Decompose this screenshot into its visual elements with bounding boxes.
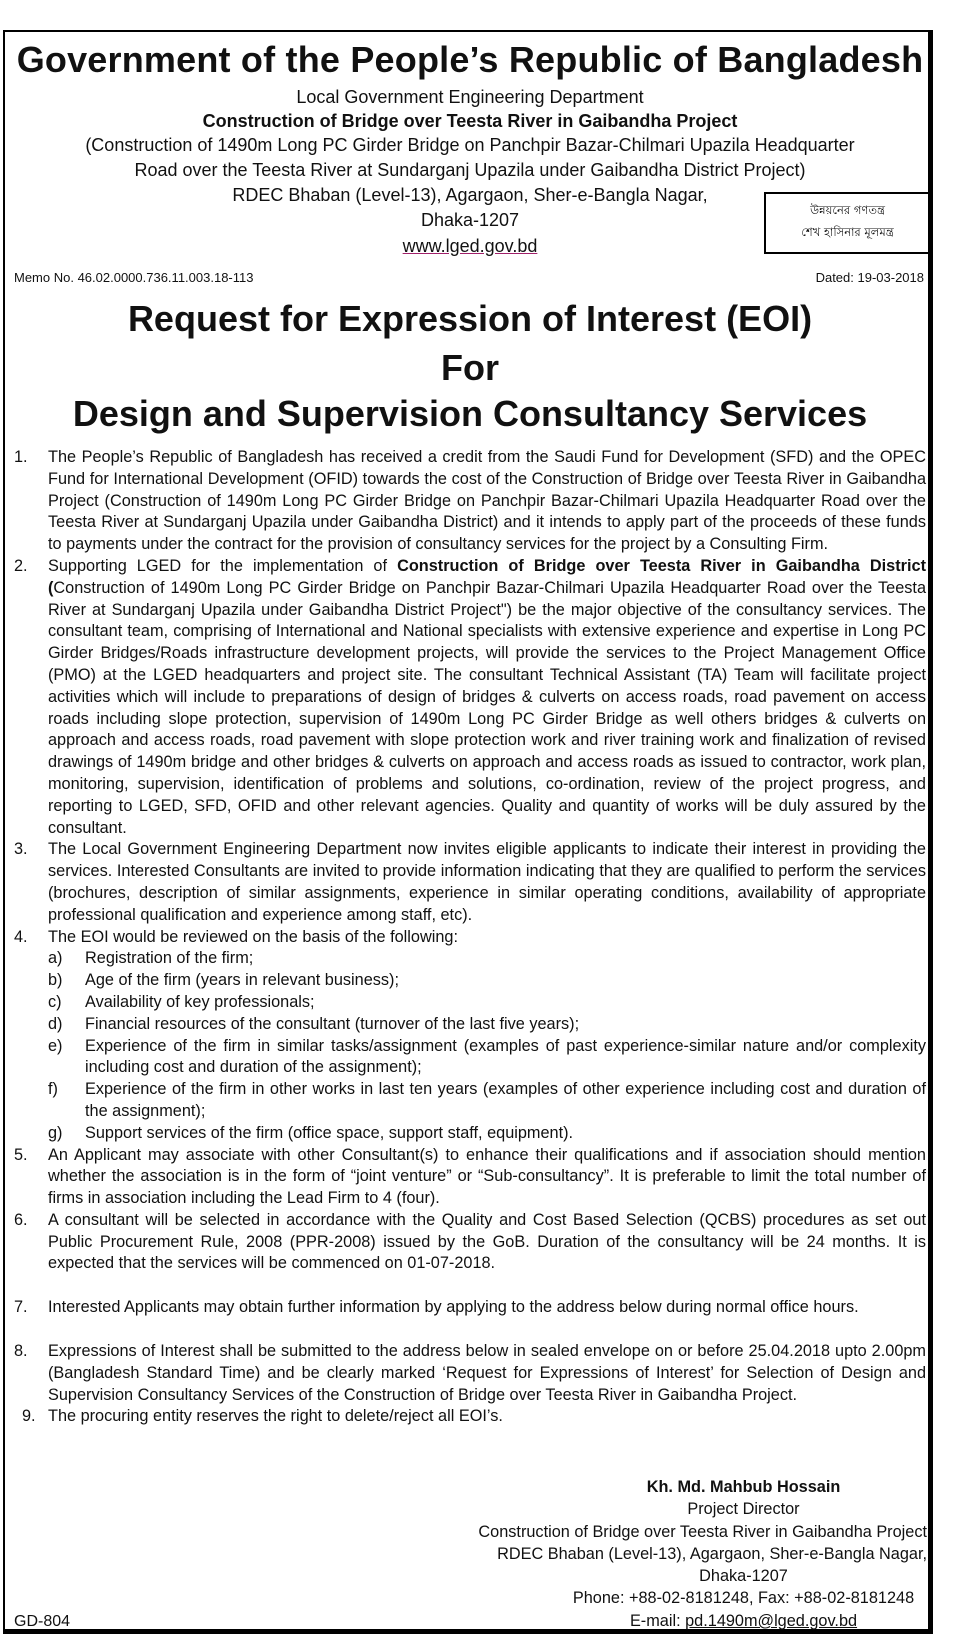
eoi-body xyxy=(14,447,926,1428)
item-text: The EOI would be reviewed on the basis of the following: xyxy=(48,927,458,946)
title-line-1: Request for Expression of Interest (EOI) xyxy=(127,298,813,339)
criteria-letter: e) xyxy=(48,1036,63,1055)
criteria-item xyxy=(48,1014,926,1036)
item-number: 5. xyxy=(14,1145,28,1164)
criteria-text: Support services of the firm (office space, support staff, equipment). xyxy=(85,1123,574,1142)
gov-title: Government of the People’s Republic of Bangladesh xyxy=(16,39,924,80)
signatory-email-line xyxy=(440,1610,927,1632)
criteria-item xyxy=(48,1123,926,1145)
project-name: Construction of Bridge over Teesta River in Gaibandha Project xyxy=(202,111,738,131)
item-text: Construction of 1490m Long PC Girder Bridge on Panchpir Bazar-Chilmari Upazila Headquarter Road over the Teesta River at Sundarganj Upazila under Gaibandha District Project") be the major objective of the consultancy services. The consultant team, comprising of International and National specialists with extensive experience and expertise in Long PC Girder Bridges/Roads infrastructure development projects, will provide the services to the Project Management Office (PMO) at the LGED headquarters and project site. The consultant Technical Assistant (TA) Team will facilitate project activities which will include to preparations of design of bridges & culverts on access roads, road pavement on access roads including slope protection, supervision of 1490m Long PC Girder Bridge as well others bridges & culverts on approach and access roads, road pavement with slope protection work and river training work and finalization of revised drawings of 1490m bridge and other bridges & culverts on approach and access roads as issued to contractor, work plan, monitoring, supervision, identification of problems and solutions, co-ordination, review of the project progress, and reporting to LGED, SFD, OFID and other relevant agencies. Quality and quantity of works will be duly assured by the consultant. xyxy=(48,578,926,837)
signature-block xyxy=(440,1476,927,1632)
signatory-address-1: RDEC Bhaban (Level-13), Agargaon, Sher-e-Bangla Nagar, xyxy=(497,1544,927,1563)
address-1: RDEC Bhaban (Level-13), Agargaon, Sher-e-Bangla Nagar, xyxy=(232,185,708,205)
item-number: 3. xyxy=(14,840,28,859)
title-line-3: Design and Supervision Consultancy Services xyxy=(72,393,868,434)
item-text: The Local Government Engineering Department now invites eligible applicants to indicate their interest in providing the services. Interested Consultants are invited to provide information indicating that they are qualified to perform the services (brochures, description of similar assignments, experience in similar operating conditions, availability of appropriate professional qualification and experience among staff, etc). xyxy=(48,840,926,924)
item-text: Interested Applicants may obtain further information by applying to the address below during normal office hours. xyxy=(48,1298,859,1317)
item-number: 1. xyxy=(14,448,28,466)
item-number: 7. xyxy=(14,1298,28,1317)
email-link[interactable]: pd.1490m@lged.gov.bd xyxy=(685,1611,858,1630)
criteria-item xyxy=(48,1079,926,1123)
email-label: E-mail: xyxy=(629,1611,686,1630)
list-item-7 xyxy=(14,1297,926,1319)
spacer xyxy=(14,1319,926,1341)
criteria-letter: b) xyxy=(48,971,63,990)
criteria-text: Experience of the firm in similar tasks/assignment (examples of past experience-similar nature and/or complexity including cost and duration of the assignment); xyxy=(85,1036,926,1077)
list-item-9 xyxy=(14,1406,926,1428)
criteria-item xyxy=(48,948,926,970)
list-item-5 xyxy=(14,1145,926,1210)
slogan-line-2: শেখ হাসিনার মূলমন্ত্র xyxy=(801,225,894,239)
item-number: 4. xyxy=(14,927,28,946)
list-item-3 xyxy=(14,839,926,926)
list-item-8 xyxy=(14,1341,926,1406)
signatory-project: Construction of Bridge over Teesta River in Gaibandha Project xyxy=(478,1522,927,1541)
list-item-6 xyxy=(14,1210,926,1275)
item-number: 9. xyxy=(22,1407,36,1426)
criteria-item xyxy=(48,992,926,1014)
item-text: Supporting LGED for the implementation of xyxy=(48,556,398,575)
list-item-4 xyxy=(14,927,926,1145)
item-text: The People’s Republic of Bangladesh has received a credit from the Saudi Fund for Development (SFD) and the OPEC Fund for International Development (OFID) towards the cost of the Construction of Bridge over Teesta River in Gaibandha Project (Construction of 1490m Long PC Girder Bridge on Panchpir Bazar-Chilmari Upazila Headquarter Road over the Teesta River at Sundarganj Upazila under Gaibandha District) and it intends to apply part of the proceeds of these funds to payments under the contract for the provision of consultancy services for the project by a Consulting Firm. xyxy=(48,448,926,554)
memo-date: Dated: 19-03-2018 xyxy=(815,270,924,285)
criteria-item xyxy=(48,970,926,992)
signatory-name: Kh. Md. Mahbub Hossain xyxy=(646,1478,841,1496)
list-item-2 xyxy=(14,556,926,839)
slogan-box xyxy=(764,192,931,254)
item-number: 2. xyxy=(14,556,28,575)
criteria-letter: a) xyxy=(48,949,63,968)
criteria-text: Registration of the firm; xyxy=(85,949,254,968)
project-desc-1: (Construction of 1490m Long PC Girder Bridge on Panchpir Bazar-Chilmari Upazila Headquarter xyxy=(85,135,855,155)
item-bold-text: Construction of Bridge over Teesta River in Gaibandha District ( xyxy=(48,556,926,597)
signatory-role: Project Director xyxy=(687,1500,800,1519)
website-link[interactable]: www.lged.gov.bd xyxy=(402,236,538,256)
criteria-letter: g) xyxy=(48,1123,63,1142)
slogan-line-1: উন্নয়নের গণতন্ত্র xyxy=(810,203,885,217)
signatory-phone: Phone: +88-02-8181248, Fax: +88-02-8181248 xyxy=(572,1589,915,1608)
address-2: Dhaka-1207 xyxy=(420,210,520,230)
project-desc-2: Road over the Teesta River at Sundarganj Upazila under Gaibandha District Project) xyxy=(134,160,806,180)
item-number: 6. xyxy=(14,1210,28,1229)
memo-number: Memo No. 46.02.0000.736.11.003.18-113 xyxy=(14,270,254,285)
criteria-letter: f) xyxy=(48,1080,58,1099)
item-text: A consultant will be selected in accordance with the Quality and Cost Based Selection (QCBS) procedures as set out Public Procurement Rule, 2008 (PPR-2008) issued by the GoB. Duration of the consultancy will be 24 months. It is expected that the services will be commenced on 01-07-2018. xyxy=(48,1210,926,1273)
item-text: The procuring entity reserves the right to delete/reject all EOI’s. xyxy=(48,1407,503,1426)
item-text: An Applicant may associate with other Consultant(s) to enhance their qualifications and if association should mention whether the association is in the form of “joint venture” or “Sub-consultancy”. It is preferable to limit the total number of firms in association including the Lead Firm to 4 (four). xyxy=(48,1145,926,1208)
list-item-1 xyxy=(14,447,926,556)
criteria-item xyxy=(48,1036,926,1080)
item-text: Expressions of Interest shall be submitted to the address below in sealed envelope on or before 25.04.2018 upto 2.00pm (Bangladesh Standard Time) and be clearly marked ‘Request for Expressions of Interest’ for Selection of Design and Supervision Consultancy Services of the Construction of Bridge over Teesta River in Gaibandha Project. xyxy=(48,1342,926,1404)
criteria-text: Experience of the firm in other works in last ten years (examples of other experience including cost and duration of the assignment); xyxy=(85,1080,926,1120)
item-number: 8. xyxy=(14,1342,28,1361)
gd-number: GD-804 xyxy=(14,1613,71,1630)
department: Local Government Engineering Department xyxy=(296,87,644,107)
criteria-text: Availability of key professionals; xyxy=(85,992,315,1011)
criteria-text: Financial resources of the consultant (turnover of the last five years); xyxy=(85,1014,580,1033)
criteria-letter: c) xyxy=(48,992,62,1011)
criteria-letter: d) xyxy=(48,1014,63,1033)
spacer xyxy=(14,1275,926,1297)
title-line-2: For xyxy=(441,347,499,388)
signatory-address-2: Dhaka-1207 xyxy=(699,1567,788,1586)
criteria-text: Age of the firm (years in relevant business); xyxy=(85,971,400,990)
